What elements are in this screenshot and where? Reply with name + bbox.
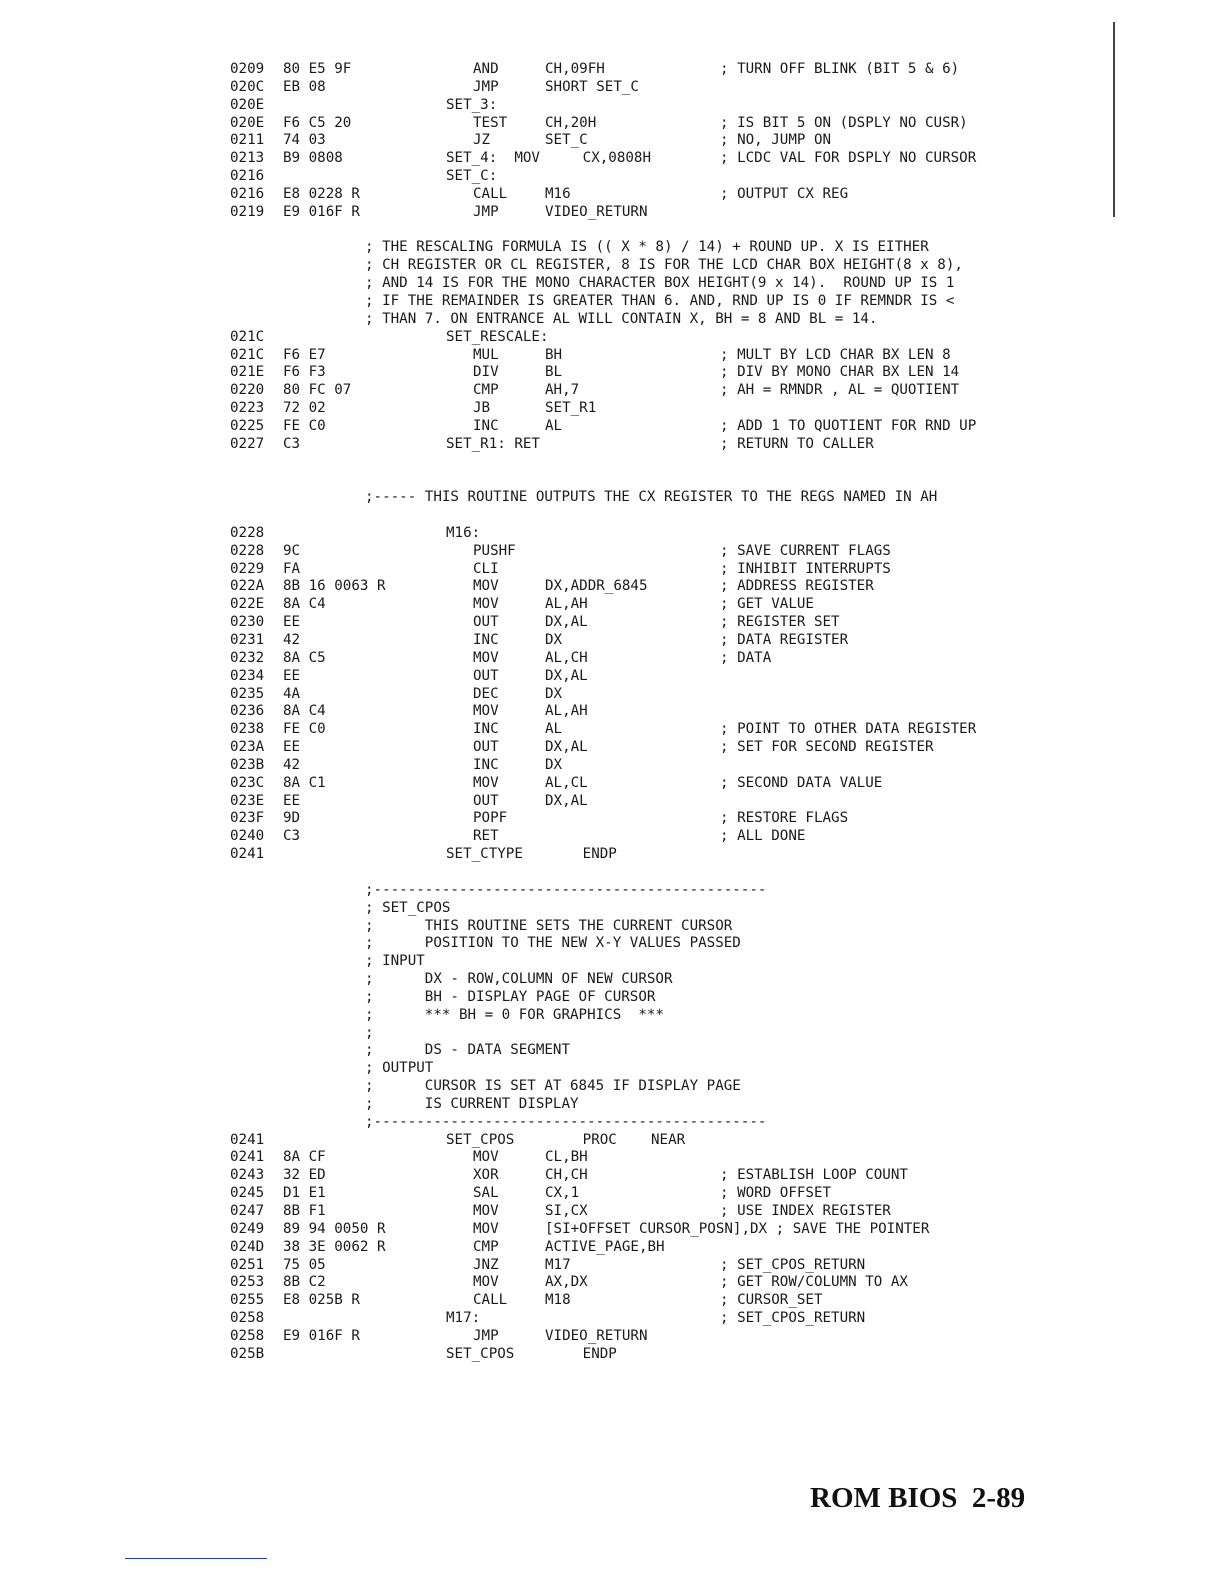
- block-comment: ; IF THE REMAINDER IS GREATER THAN 6. AND, RND UP IS 0 IF REMNDR IS <: [365, 292, 955, 309]
- line-object-code: 8A C1: [283, 774, 326, 791]
- line-address: 0231: [230, 632, 265, 648]
- line-address: 020C: [230, 78, 265, 95]
- listing-line: [230, 97, 1010, 115]
- line-comment: ; NO, JUMP ON: [720, 132, 832, 149]
- block-comment: ; CURSOR IS SET AT 6845 IF DISPLAY PAGE: [365, 1078, 741, 1095]
- block-comment: ;: [365, 1024, 374, 1041]
- line-address: 0223: [230, 400, 265, 417]
- listing-line: [230, 703, 1010, 721]
- corner-link-underline: [125, 1558, 267, 1559]
- line-comment: ; SECOND DATA VALUE: [720, 774, 883, 791]
- line-operand: DX,AL: [545, 614, 588, 631]
- page-footer: ROM BIOS 2-89: [810, 1482, 1026, 1514]
- line-mnemonic: INC: [473, 632, 499, 648]
- line-comment: ; DIV BY MONO CHAR BX LEN 14: [720, 364, 960, 381]
- listing-line: [230, 311, 1010, 329]
- line-operand: AL,CL: [545, 774, 588, 791]
- line-mnemonic: CMP: [473, 1238, 499, 1255]
- line-object-code: EE: [283, 614, 301, 631]
- line-object-code: E9 016F R: [283, 203, 360, 220]
- line-object-code: 89 94 0050 R: [283, 1220, 386, 1237]
- listing-line: [230, 561, 1010, 579]
- line-object-code: FE C0: [283, 721, 326, 738]
- line-address: 0240: [230, 828, 265, 845]
- line-operand: SI,CX: [545, 1203, 588, 1219]
- line-object-code: E9 016F R: [283, 1327, 360, 1344]
- line-comment: ; DATA: [720, 649, 772, 666]
- listing-line: [230, 293, 1010, 311]
- listing-line: [230, 364, 1010, 382]
- listing-line: [230, 1167, 1010, 1185]
- line-mnemonic: JMP: [473, 78, 499, 95]
- line-mnemonic: MOV: [473, 1274, 499, 1291]
- listing-line: [230, 168, 1010, 186]
- listing-line: [230, 900, 1010, 918]
- listing-line: [230, 132, 1010, 150]
- listing-line: [230, 1203, 1010, 1221]
- line-object-code: F6 E7: [283, 346, 326, 363]
- line-object-code: FA: [283, 560, 301, 577]
- line-operand: VIDEO_RETURN: [545, 1327, 648, 1344]
- block-comment: ; *** BH = 0 FOR GRAPHICS ***: [365, 1006, 664, 1023]
- line-operand: AL,AH: [545, 596, 588, 613]
- line-mnemonic: CALL: [473, 1292, 508, 1309]
- line-comment: ; POINT TO OTHER DATA REGISTER: [720, 721, 977, 738]
- line-operand: CH,CH: [545, 1167, 588, 1184]
- listing-line: [230, 418, 1010, 436]
- line-object-code: 72 02: [283, 400, 326, 417]
- line-mnemonic: OUT: [473, 667, 499, 684]
- page-edge-rule: [1113, 22, 1115, 217]
- line-comment: ; SET FOR SECOND REGISTER: [720, 739, 934, 756]
- line-comment: ; REGISTER SET: [720, 614, 840, 631]
- line-comment: ; GET ROW/COLUMN TO AX: [720, 1274, 908, 1291]
- line-mnemonic: MOV: [473, 578, 499, 595]
- line-comment: ; ADDRESS REGISTER: [720, 578, 874, 595]
- listing-line: [230, 257, 1010, 275]
- listing-line: [230, 935, 1010, 953]
- line-address: 0245: [230, 1185, 265, 1202]
- line-operand: DX,AL: [545, 739, 588, 756]
- line-object-code: EE: [283, 667, 301, 684]
- line-object-code: EE: [283, 792, 301, 809]
- line-operand: SET_C: [545, 132, 588, 149]
- line-address: 020E: [230, 96, 265, 113]
- listing-line: [230, 543, 1010, 561]
- line-comment: ; LCDC VAL FOR DSPLY NO CURSOR: [720, 150, 977, 167]
- block-comment: ; THE RESCALING FORMULA IS (( X * 8) / 14) + ROUND UP. X IS EITHER: [365, 239, 929, 256]
- line-mnemonic: INC: [473, 417, 499, 434]
- line-address: 0213: [230, 150, 265, 167]
- line-address: 0216: [230, 168, 265, 185]
- line-address: 0243: [230, 1167, 265, 1184]
- line-operand: M16: [545, 185, 571, 202]
- listing-line: [230, 79, 1010, 97]
- listing-line: [230, 1221, 1010, 1239]
- line-address: 023A: [230, 739, 265, 756]
- line-object-code: 75 05: [283, 1256, 326, 1273]
- listing-line: [230, 525, 1010, 543]
- block-comment: ; IS CURRENT DISPLAY: [365, 1095, 579, 1112]
- line-object-code: EE: [283, 739, 301, 756]
- listing-line: [230, 596, 1010, 614]
- listing-line: [230, 436, 1010, 454]
- line-operand: ACTIVE_PAGE,BH: [545, 1238, 665, 1255]
- line-operand: AL: [545, 721, 563, 738]
- line-mnemonic: SAL: [473, 1185, 499, 1202]
- line-operand: SET_R1: [545, 400, 597, 417]
- listing-line: [230, 739, 1010, 757]
- line-address: 0249: [230, 1220, 265, 1237]
- line-mnemonic: TEST: [473, 114, 508, 131]
- line-label: SET_CPOS ENDP: [446, 1345, 617, 1362]
- line-mnemonic: MOV: [473, 703, 499, 720]
- line-mnemonic: JB: [473, 400, 491, 417]
- line-comment: ; RETURN TO CALLER: [720, 435, 874, 452]
- line-comment: ; TURN OFF BLINK (BIT 5 & 6): [720, 61, 960, 77]
- line-mnemonic: JZ: [473, 132, 491, 149]
- line-mnemonic: MOV: [473, 1220, 499, 1237]
- listing-line: [230, 1060, 1010, 1078]
- line-comment: ; GET VALUE: [720, 596, 814, 613]
- line-object-code: 8A C5: [283, 649, 326, 666]
- line-mnemonic: MOV: [473, 1149, 499, 1166]
- line-address: 0232: [230, 649, 265, 666]
- line-object-code: E8 0228 R: [283, 185, 360, 202]
- listing-line: [230, 632, 1010, 650]
- listing-line: [230, 686, 1010, 704]
- line-operand: DX,AL: [545, 792, 588, 809]
- line-object-code: 8B F1: [283, 1203, 326, 1219]
- listing-line: [230, 239, 1010, 257]
- line-mnemonic: CALL: [473, 185, 508, 202]
- line-mnemonic: MUL: [473, 346, 499, 363]
- line-address: 0229: [230, 560, 265, 577]
- listing-line: [230, 1007, 1010, 1025]
- line-operand: AL,AH: [545, 703, 588, 720]
- line-operand: CX,1: [545, 1185, 580, 1202]
- listing-line: [230, 204, 1010, 222]
- block-comment: ; INPUT: [365, 953, 425, 970]
- line-address: 0234: [230, 667, 265, 684]
- line-address: 0251: [230, 1256, 265, 1273]
- listing-line: [230, 578, 1010, 596]
- line-address: 021E: [230, 364, 265, 381]
- line-object-code: F6 F3: [283, 364, 326, 381]
- line-mnemonic: DEC: [473, 685, 499, 702]
- listing-line: [230, 115, 1010, 133]
- listing-line: [230, 1257, 1010, 1275]
- line-object-code: 4A: [283, 685, 301, 702]
- line-mnemonic: POPF: [473, 810, 508, 827]
- line-address: 025B: [230, 1345, 265, 1362]
- line-mnemonic: JMP: [473, 1327, 499, 1344]
- line-object-code: 9C: [283, 542, 301, 559]
- line-operand: DX,AL: [545, 667, 588, 684]
- line-mnemonic: RET: [473, 828, 499, 845]
- line-mnemonic: OUT: [473, 792, 499, 809]
- line-address: 0228: [230, 542, 265, 559]
- line-mnemonic: JMP: [473, 203, 499, 220]
- listing-line: [230, 953, 1010, 971]
- line-address: 0230: [230, 614, 265, 631]
- line-address: 023E: [230, 792, 265, 809]
- line-address: 023F: [230, 810, 265, 827]
- line-mnemonic: XOR: [473, 1167, 499, 1184]
- line-label: M16:: [446, 524, 481, 541]
- listing-line: [230, 775, 1010, 793]
- block-comment: ; THAN 7. ON ENTRANCE AL WILL CONTAIN X, BH = 8 AND BL = 14.: [365, 310, 878, 327]
- line-comment: ; CURSOR_SET: [720, 1292, 823, 1309]
- line-mnemonic: MOV: [473, 774, 499, 791]
- listing-line: [230, 186, 1010, 204]
- listing-line: [230, 222, 1010, 240]
- listing-line: [230, 1025, 1010, 1043]
- listing-line: [230, 989, 1010, 1007]
- line-operand: CH,09FH: [545, 61, 605, 77]
- line-object-code: D1 E1: [283, 1185, 326, 1202]
- line-object-code: 80 E5 9F: [283, 61, 352, 77]
- block-comment: ; BH - DISPLAY PAGE OF CURSOR: [365, 988, 656, 1005]
- listing-line: [230, 347, 1010, 365]
- line-mnemonic: INC: [473, 756, 499, 773]
- listing-line: [230, 1328, 1010, 1346]
- line-operand: SHORT SET_C: [545, 78, 639, 95]
- line-object-code: 42: [283, 632, 301, 648]
- line-comment: ; RESTORE FLAGS: [720, 810, 849, 827]
- block-comment: ; POSITION TO THE NEW X-Y VALUES PASSED: [365, 935, 741, 952]
- line-address: 0227: [230, 435, 265, 452]
- line-address: 0258: [230, 1327, 265, 1344]
- line-operand: AL: [545, 417, 563, 434]
- line-operand: CH,20H: [545, 114, 597, 131]
- line-comment: ; INHIBIT INTERRUPTS: [720, 560, 891, 577]
- line-object-code: 8B 16 0063 R: [283, 578, 386, 595]
- line-object-code: F6 C5 20: [283, 114, 352, 131]
- line-comment: ; AH = RMNDR , AL = QUOTIENT: [720, 382, 960, 399]
- line-address: 0216: [230, 185, 265, 202]
- block-comment: ; DX - ROW,COLUMN OF NEW CURSOR: [365, 971, 673, 988]
- line-operand: M17: [545, 1256, 571, 1273]
- block-comment: ; AND 14 IS FOR THE MONO CHARACTER BOX HEIGHT(9 x 14). ROUND UP IS 1: [365, 275, 955, 292]
- line-address: 0241: [230, 846, 265, 863]
- assembly-listing: [230, 61, 1010, 1364]
- listing-line: [230, 810, 1010, 828]
- line-object-code: C3: [283, 435, 301, 452]
- listing-line: [230, 971, 1010, 989]
- line-address: 0236: [230, 703, 265, 720]
- listing-line: [230, 275, 1010, 293]
- line-mnemonic: DIV: [473, 364, 499, 381]
- line-label: SET_RESCALE:: [446, 328, 549, 345]
- line-address: 0219: [230, 203, 265, 220]
- listing-line: [230, 828, 1010, 846]
- line-address: 023B: [230, 756, 265, 773]
- line-comment: ; SET_CPOS_RETURN: [720, 1256, 866, 1273]
- listing-line: [230, 614, 1010, 632]
- line-label: SET_3:: [446, 96, 498, 113]
- line-operand: AX,DX: [545, 1274, 588, 1291]
- line-operand: BH: [545, 346, 563, 363]
- listing-line: [230, 864, 1010, 882]
- line-address: 0228: [230, 524, 265, 541]
- block-comment: ; DS - DATA SEGMENT: [365, 1042, 570, 1059]
- listing-line: [230, 846, 1010, 864]
- line-address: 0235: [230, 685, 265, 702]
- listing-line: [230, 1274, 1010, 1292]
- line-label: SET_R1: RET: [446, 435, 540, 452]
- line-address: 020E: [230, 114, 265, 131]
- line-address: 022E: [230, 596, 265, 613]
- line-mnemonic: OUT: [473, 739, 499, 756]
- line-mnemonic: CMP: [473, 382, 499, 399]
- line-object-code: 8A C4: [283, 703, 326, 720]
- listing-line: [230, 150, 1010, 168]
- line-operand: CL,BH: [545, 1149, 588, 1166]
- line-label: SET_CPOS PROC NEAR: [446, 1131, 686, 1148]
- line-operand: [SI+OFFSET CURSOR_POSN],DX ; SAVE THE POINTER: [545, 1220, 930, 1237]
- line-address: 0247: [230, 1203, 265, 1219]
- line-address: 024D: [230, 1238, 265, 1255]
- line-comment: ; SAVE CURRENT FLAGS: [720, 542, 891, 559]
- block-comment: ; SET_CPOS: [365, 899, 451, 916]
- block-comment: ;----- THIS ROUTINE OUTPUTS THE CX REGISTER TO THE REGS NAMED IN AH: [365, 489, 938, 506]
- line-comment: ; DATA REGISTER: [720, 632, 849, 648]
- line-operand: VIDEO_RETURN: [545, 203, 648, 220]
- line-comment: ; ESTABLISH LOOP COUNT: [720, 1167, 908, 1184]
- block-comment: ;----------------------------------------------: [365, 1113, 767, 1130]
- line-object-code: 80 FC 07: [283, 382, 352, 399]
- line-address: 023C: [230, 774, 265, 791]
- listing-line: [230, 1042, 1010, 1060]
- listing-line: [230, 650, 1010, 668]
- listing-line: [230, 1078, 1010, 1096]
- line-object-code: 38 3E 0062 R: [283, 1238, 386, 1255]
- line-object-code: 9D: [283, 810, 301, 827]
- line-label: SET_4: MOV CX,0808H: [446, 150, 651, 167]
- line-comment: ; OUTPUT CX REG: [720, 185, 849, 202]
- line-address: 0241: [230, 1131, 265, 1148]
- listing-line: [230, 668, 1010, 686]
- line-operand: DX: [545, 632, 563, 648]
- line-object-code: FE C0: [283, 417, 326, 434]
- line-address: 021C: [230, 346, 265, 363]
- line-object-code: 32 ED: [283, 1167, 326, 1184]
- line-address: 021C: [230, 328, 265, 345]
- line-address: 0220: [230, 382, 265, 399]
- line-address: 0238: [230, 721, 265, 738]
- listing-line: [230, 721, 1010, 739]
- line-operand: AH,7: [545, 382, 580, 399]
- line-mnemonic: MOV: [473, 649, 499, 666]
- line-comment: ; IS BIT 5 ON (DSPLY NO CUSR): [720, 114, 968, 131]
- line-object-code: 74 03: [283, 132, 326, 149]
- line-comment: ; USE INDEX REGISTER: [720, 1203, 891, 1219]
- line-object-code: 42: [283, 756, 301, 773]
- line-address: 0225: [230, 417, 265, 434]
- listing-line: [230, 757, 1010, 775]
- line-comment: ; SET_CPOS_RETURN: [720, 1310, 866, 1327]
- line-mnemonic: AND: [473, 61, 499, 77]
- line-address: 022A: [230, 578, 265, 595]
- line-address: 0253: [230, 1274, 265, 1291]
- line-object-code: E8 025B R: [283, 1292, 360, 1309]
- listing-line: [230, 1239, 1010, 1257]
- line-mnemonic: MOV: [473, 1203, 499, 1219]
- line-address: 0209: [230, 61, 265, 77]
- listing-line: [230, 1185, 1010, 1203]
- line-mnemonic: OUT: [473, 614, 499, 631]
- listing-line: [230, 1310, 1010, 1328]
- listing-line: [230, 471, 1010, 489]
- line-comment: ; WORD OFFSET: [720, 1185, 832, 1202]
- listing-line: [230, 918, 1010, 936]
- line-comment: ; MULT BY LCD CHAR BX LEN 8: [720, 346, 951, 363]
- listing-line: [230, 793, 1010, 811]
- listing-line: [230, 1292, 1010, 1310]
- line-label: M17:: [446, 1310, 481, 1327]
- line-object-code: B9 0808: [283, 150, 343, 167]
- line-comment: ; ALL DONE: [720, 828, 806, 845]
- line-mnemonic: CLI: [473, 560, 499, 577]
- line-operand: M18: [545, 1292, 571, 1309]
- listing-line: [230, 1346, 1010, 1364]
- line-object-code: 8B C2: [283, 1274, 326, 1291]
- listing-line: [230, 882, 1010, 900]
- line-object-code: C3: [283, 828, 301, 845]
- line-comment: ; ADD 1 TO QUOTIENT FOR RND UP: [720, 417, 977, 434]
- listing-line: [230, 489, 1010, 507]
- listing-line: [230, 1149, 1010, 1167]
- line-operand: BL: [545, 364, 563, 381]
- listing-line: [230, 454, 1010, 472]
- line-object-code: 8A CF: [283, 1149, 326, 1166]
- line-address: 0255: [230, 1292, 265, 1309]
- listing-line: [230, 61, 1010, 79]
- line-operand: DX: [545, 756, 563, 773]
- listing-line: [230, 1132, 1010, 1150]
- listing-line: [230, 1096, 1010, 1114]
- listing-line: [230, 382, 1010, 400]
- block-comment: ; THIS ROUTINE SETS THE CURRENT CURSOR: [365, 917, 733, 934]
- line-operand: DX: [545, 685, 563, 702]
- listing-line: [230, 1114, 1010, 1132]
- listing-line: [230, 329, 1010, 347]
- line-mnemonic: INC: [473, 721, 499, 738]
- listing-line: [230, 507, 1010, 525]
- block-comment: ; OUTPUT: [365, 1060, 434, 1077]
- line-operand: DX,ADDR_6845: [545, 578, 648, 595]
- line-address: 0211: [230, 132, 265, 149]
- line-object-code: 8A C4: [283, 596, 326, 613]
- block-comment: ;----------------------------------------------: [365, 881, 767, 898]
- line-object-code: EB 08: [283, 78, 326, 95]
- line-label: SET_CTYPE ENDP: [446, 846, 617, 863]
- line-mnemonic: PUSHF: [473, 542, 516, 559]
- block-comment: ; CH REGISTER OR CL REGISTER, 8 IS FOR THE LCD CHAR BOX HEIGHT(8 x 8),: [365, 257, 963, 274]
- line-operand: AL,CH: [545, 649, 588, 666]
- listing-line: [230, 400, 1010, 418]
- line-address: 0258: [230, 1310, 265, 1327]
- line-mnemonic: JNZ: [473, 1256, 499, 1273]
- line-mnemonic: MOV: [473, 596, 499, 613]
- line-address: 0241: [230, 1149, 265, 1166]
- line-label: SET_C:: [446, 168, 498, 185]
